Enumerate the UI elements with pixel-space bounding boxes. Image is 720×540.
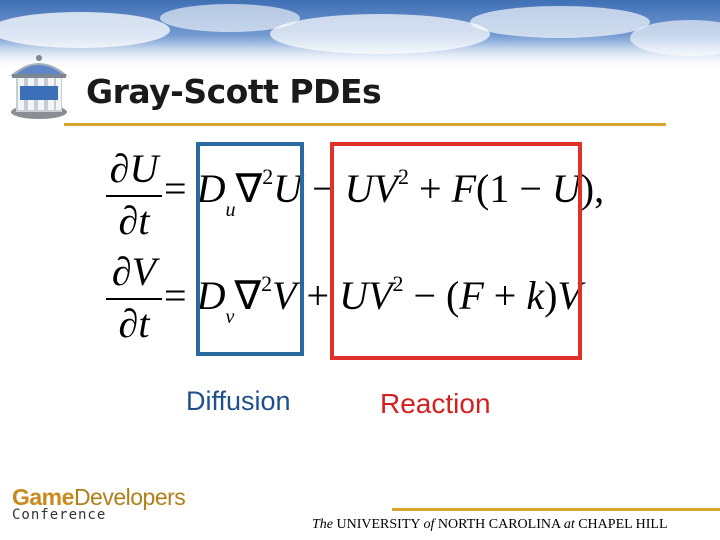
reaction-highlight-box [330, 142, 582, 360]
eq-v-denominator: ∂t [118, 301, 150, 346]
eq-u-numerator: ∂U [109, 146, 159, 191]
footer-at: at [563, 517, 575, 532]
slide-title: Gray-Scott PDEs [86, 72, 382, 111]
gdc-logo-game: Game [12, 484, 74, 510]
eq-u-rhs: = $D_u\nabla^2U - UV^2 + F(1 - U)$, [164, 164, 605, 221]
footer-chapel-hill: CHAPEL HILL [578, 517, 668, 532]
gdc-logo-developers: Developers [73, 484, 186, 510]
title-underline [64, 123, 666, 126]
eq-v-rhs: = $D_v\nabla^2V + UV^2 - (F + k)V$ [164, 271, 582, 328]
gdc-logo-conference: Conference [12, 507, 107, 523]
sky-banner [0, 0, 720, 70]
diffusion-highlight-box [196, 142, 304, 356]
footer-of: of [423, 517, 435, 532]
eq-v-numerator: ∂V [111, 249, 157, 294]
footer-rule [392, 508, 720, 511]
reaction-label: Reaction [380, 388, 491, 419]
eq-u-denominator: ∂t [118, 198, 150, 243]
footer-university: UNIVERSITY [336, 517, 420, 532]
footer-text [312, 517, 668, 533]
diffusion-label: Diffusion [186, 386, 291, 416]
gdc-logo [12, 484, 185, 523]
footer-the: The [312, 517, 333, 532]
old-well-logo [6, 52, 72, 122]
footer-north-carolina: NORTH CAROLINA [437, 517, 561, 532]
